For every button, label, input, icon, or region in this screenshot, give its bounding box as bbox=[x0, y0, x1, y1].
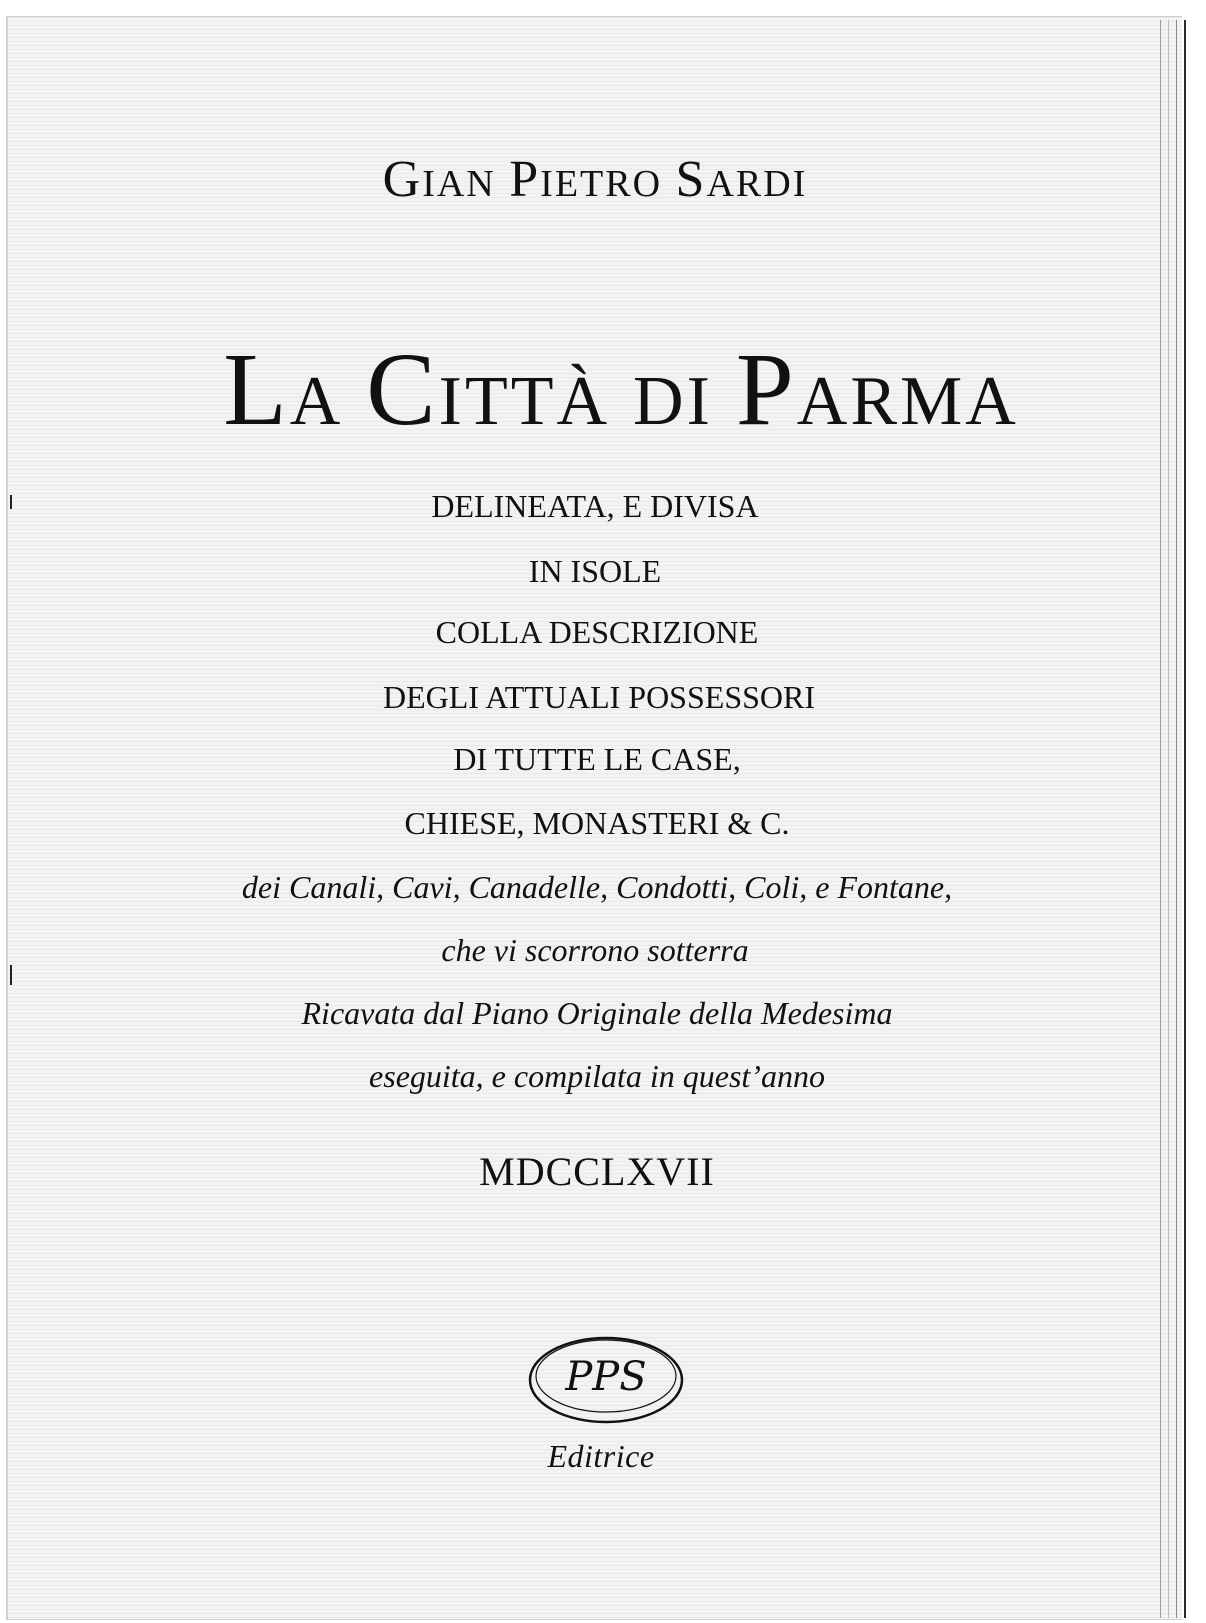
subtitle-line: COLLA DESCRIZIONE bbox=[435, 614, 759, 650]
subtitle-line: DEGLI ATTUALI POSSESSORI bbox=[382, 679, 816, 715]
italic-description-line: eseguita, e compilata in quest’anno bbox=[369, 1058, 825, 1094]
logo-monogram: PPS bbox=[565, 1354, 647, 1400]
subtitle-line: DELINEATA, E DIVISA bbox=[431, 488, 759, 524]
book-title bbox=[18, 330, 1206, 449]
author-smallcaps: GIAN PIETRO SARDI bbox=[382, 151, 808, 208]
publisher-label: Editrice bbox=[547, 1438, 655, 1474]
title-smallcaps: LA CITTÀ DI PARMA bbox=[223, 332, 1019, 447]
subtitle-line: CHIESE, MONASTERI & C. bbox=[404, 805, 790, 841]
subtitle-line: DI TUTTE LE CASE, bbox=[453, 741, 741, 777]
author-name bbox=[0, 150, 1198, 209]
italic-description-line: che vi scorrono sotterra bbox=[441, 932, 749, 968]
subtitle-line: IN ISOLE bbox=[528, 553, 662, 589]
italic-description-line: dei Canali, Cavi, Canadelle, Condotti, Coli, e Fontane, bbox=[241, 869, 953, 905]
publisher-logo bbox=[526, 1332, 686, 1428]
publication-year: MDCCLXVII bbox=[479, 1149, 715, 1194]
italic-description-line: Ricavata dal Piano Originale della Medesima bbox=[301, 995, 893, 1031]
